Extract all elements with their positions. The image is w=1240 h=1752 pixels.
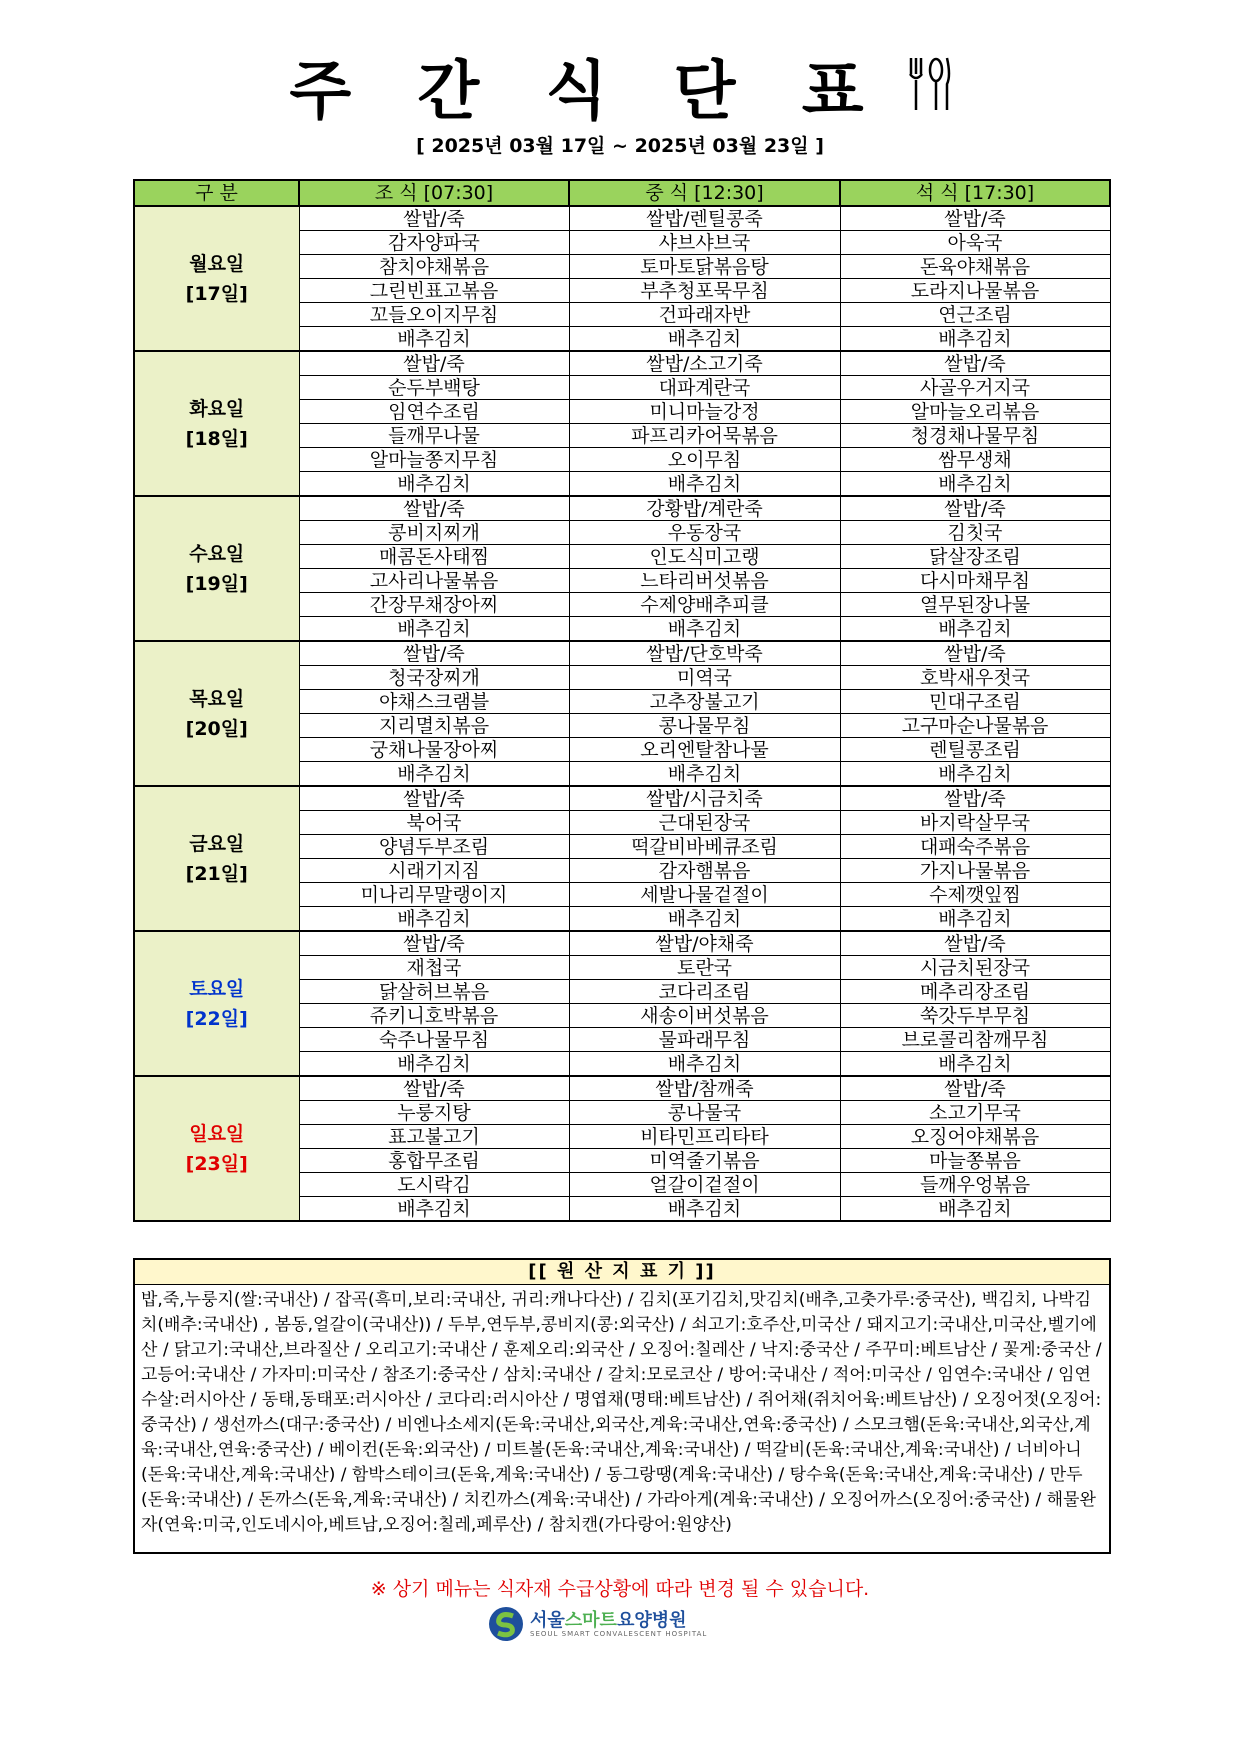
breakfast-item: 그린빈표고볶음 bbox=[299, 279, 569, 303]
date-range: [ 2025년 03월 17일 ~ 2025년 03월 23일 ] bbox=[416, 135, 824, 157]
dinner-item: 배추김치 bbox=[840, 617, 1110, 642]
lunch-item: 샤브샤브국 bbox=[569, 231, 840, 255]
dinner-item: 쌀밥/죽 bbox=[840, 931, 1110, 956]
day-date: [17일] bbox=[185, 282, 248, 305]
lunch-item: 비타민프리타타 bbox=[569, 1125, 840, 1149]
breakfast-item: 배추김치 bbox=[299, 907, 569, 932]
lunch-item: 미역국 bbox=[569, 666, 840, 690]
dinner-item: 바지락살무국 bbox=[840, 811, 1110, 835]
menu-body bbox=[134, 206, 1110, 1221]
lunch-item: 콩나물무침 bbox=[569, 714, 840, 738]
lunch-item: 토란국 bbox=[569, 956, 840, 980]
title-area bbox=[0, 40, 1240, 132]
breakfast-item: 알마늘쫑지무침 bbox=[299, 448, 569, 472]
dinner-item: 아욱국 bbox=[840, 231, 1110, 255]
dinner-item: 메추리장조림 bbox=[840, 980, 1110, 1004]
lunch-item: 쌀밥/단호박죽 bbox=[569, 641, 840, 666]
breakfast-item: 쥬키니호박볶음 bbox=[299, 1004, 569, 1028]
lunch-item: 배추김치 bbox=[569, 907, 840, 932]
menu-row bbox=[134, 931, 1110, 956]
lunch-item: 콩나물국 bbox=[569, 1101, 840, 1125]
dinner-item: 쌀밥/죽 bbox=[840, 496, 1110, 521]
dinner-item: 도라지나물볶음 bbox=[840, 279, 1110, 303]
menu-row bbox=[134, 351, 1110, 376]
breakfast-item: 북어국 bbox=[299, 811, 569, 835]
day-label bbox=[134, 1076, 299, 1221]
dinner-item: 쌈무생채 bbox=[840, 448, 1110, 472]
breakfast-item: 쌀밥/죽 bbox=[299, 641, 569, 666]
dinner-item: 마늘쫑볶음 bbox=[840, 1149, 1110, 1173]
breakfast-item: 감자양파국 bbox=[299, 231, 569, 255]
dinner-item: 사골우거지국 bbox=[840, 376, 1110, 400]
lunch-item: 대파계란국 bbox=[569, 376, 840, 400]
day-label bbox=[134, 496, 299, 641]
breakfast-item: 꼬들오이지무침 bbox=[299, 303, 569, 327]
lunch-item: 떡갈비바베큐조림 bbox=[569, 835, 840, 859]
dinner-item: 고구마순나물볶음 bbox=[840, 714, 1110, 738]
lunch-item: 감자햄볶음 bbox=[569, 859, 840, 883]
dinner-item: 오징어야채볶음 bbox=[840, 1125, 1110, 1149]
header-breakfast: 조 식 [07:30] bbox=[299, 180, 569, 206]
lunch-item: 미역줄기볶음 bbox=[569, 1149, 840, 1173]
day-name: 목요일 bbox=[189, 687, 245, 710]
lunch-item: 근대된장국 bbox=[569, 811, 840, 835]
dinner-item: 배추김치 bbox=[840, 1197, 1110, 1222]
lunch-item: 배추김치 bbox=[569, 327, 840, 352]
day-name: 수요일 bbox=[189, 542, 245, 565]
page-title: 주 간 식 단 표 bbox=[289, 55, 886, 129]
day-name: 일요일 bbox=[189, 1122, 245, 1145]
breakfast-item: 매콤돈사태찜 bbox=[299, 545, 569, 569]
menu-row bbox=[134, 496, 1110, 521]
lunch-item: 세발나물겉절이 bbox=[569, 883, 840, 907]
dinner-item: 연근조림 bbox=[840, 303, 1110, 327]
breakfast-item: 콩비지찌개 bbox=[299, 521, 569, 545]
dinner-item: 렌틸콩조림 bbox=[840, 738, 1110, 762]
breakfast-item: 쌀밥/죽 bbox=[299, 496, 569, 521]
day-name: 월요일 bbox=[189, 252, 245, 275]
breakfast-item: 미나리무말랭이지 bbox=[299, 883, 569, 907]
breakfast-item: 간장무채장아찌 bbox=[299, 593, 569, 617]
breakfast-item: 도시락김 bbox=[299, 1173, 569, 1197]
breakfast-item: 참치야채볶음 bbox=[299, 255, 569, 279]
header-row bbox=[134, 180, 1110, 206]
lunch-item: 건파래자반 bbox=[569, 303, 840, 327]
dinner-item: 배추김치 bbox=[840, 762, 1110, 787]
lunch-item: 우동장국 bbox=[569, 521, 840, 545]
day-date: [23일] bbox=[185, 1152, 248, 1175]
breakfast-item: 쌀밥/죽 bbox=[299, 786, 569, 811]
hospital-name: 서울스마트요양병원 bbox=[530, 1610, 687, 1631]
breakfast-item: 순두부백탕 bbox=[299, 376, 569, 400]
lunch-item: 새송이버섯볶음 bbox=[569, 1004, 840, 1028]
dinner-item: 닭살장조림 bbox=[840, 545, 1110, 569]
breakfast-item: 시래기지짐 bbox=[299, 859, 569, 883]
lunch-item: 파프리카어묵볶음 bbox=[569, 424, 840, 448]
breakfast-item: 쌀밥/죽 bbox=[299, 1076, 569, 1101]
notice-text: ※ 상기 메뉴는 식자재 수급상황에 따라 변경 될 수 있습니다. bbox=[370, 1578, 870, 1600]
origin-text: 밥,죽,누룽지(쌀:국내산) / 잡곡(흑미,보리:국내산, 귀리:캐나다산) / 김치(포기김치,맛김치(배추,고춧가루:중국산), 백김치, 나박김치(배추:국내산) , 봄동,얼갈이(국내산)) / 두부,연두부,콩비지(콩:외국산) / 쇠고기:호주산,미국산 / 돼지고기:국내산,미국산,벨기에산 / 닭고기:국내산,브라질산 / 오리고기:국내산 / 훈제오리:외국산 / 오징어:칠레산 / 낙지:중국산 / 주꾸미:베트남산 / 꽃게:중국산 / 고등어:국내산 / 가자미:미국산 / 참조기:중국산 / 삼치:국내산 / 갈치:모로코산 / 방어:국내산 / 적어:미국산 / 임연수:국내산 / 임연수살:러시아산 / 동태,동태포:러시아산 / 코다리:러시아산 / 명엽채(명태:베트남산) / 쥐어채(쥐치어육:베트남산) / 오징어젓(오징어:중국산) / 생선까스(대구:중국산) / 비엔나소세지(돈육:국내산,외국산,계육:국내산,연육:중국산) / 스모크햄(돈육:국내산,외국산,계육:국내산,연육:중국산) / 베이컨(돈육:외국산) / 미트볼(돈육:국내산,계육:국내산) / 떡갈비(돈육:국내산,계육:국내산) / 너비아니(돈육:국내산,계육:국내산) / 함박스테이크(돈육,계육:국내산) / 동그랑땡(계육:국내산) / 탕수육(돈육:국내산,계육:국내산) / 만두(돈육:국내산) / 돈까스(돈육,계육:국내산) / 치킨까스(계육:국내산) / 가라아게(계육:국내산) / 오징어까스(오징어:중국산) / 해물완자(연육:미국,인도네시아,베트남,오징어:칠레,페루산) / 참치캔(가다랑어:원양산) bbox=[133, 1284, 1111, 1554]
breakfast-item: 숙주나물무침 bbox=[299, 1028, 569, 1052]
day-date: [20일] bbox=[185, 717, 248, 740]
dinner-item: 수제깻잎찜 bbox=[840, 883, 1110, 907]
dinner-item: 다시마채무침 bbox=[840, 569, 1110, 593]
header-dinner: 석 식 [17:30] bbox=[840, 180, 1110, 206]
utensils-icon bbox=[905, 56, 951, 116]
breakfast-item: 야채스크램블 bbox=[299, 690, 569, 714]
breakfast-item: 배추김치 bbox=[299, 1052, 569, 1077]
day-date: [19일] bbox=[185, 572, 248, 595]
breakfast-item: 닭살허브볶음 bbox=[299, 980, 569, 1004]
lunch-item: 쌀밥/참깨죽 bbox=[569, 1076, 840, 1101]
lunch-item: 오이무침 bbox=[569, 448, 840, 472]
dinner-item: 배추김치 bbox=[840, 472, 1110, 497]
lunch-item: 느타리버섯볶음 bbox=[569, 569, 840, 593]
breakfast-item: 홍합무조림 bbox=[299, 1149, 569, 1173]
hospital-logo bbox=[488, 1604, 748, 1644]
dinner-item: 가지나물볶음 bbox=[840, 859, 1110, 883]
lunch-item: 강황밥/계란죽 bbox=[569, 496, 840, 521]
breakfast-item: 표고불고기 bbox=[299, 1125, 569, 1149]
dinner-item: 쑥갓두부무침 bbox=[840, 1004, 1110, 1028]
dinner-item: 쌀밥/죽 bbox=[840, 641, 1110, 666]
lunch-item: 토마토닭볶음탕 bbox=[569, 255, 840, 279]
dinner-item: 배추김치 bbox=[840, 327, 1110, 352]
breakfast-item: 배추김치 bbox=[299, 617, 569, 642]
hospital-sub: SEOUL SMART CONVALESCENT HOSPITAL bbox=[530, 1630, 708, 1638]
day-name: 토요일 bbox=[189, 977, 245, 1000]
dinner-item: 들깨우엉볶음 bbox=[840, 1173, 1110, 1197]
dinner-item: 시금치된장국 bbox=[840, 956, 1110, 980]
lunch-item: 얼갈이겉절이 bbox=[569, 1173, 840, 1197]
lunch-item: 배추김치 bbox=[569, 762, 840, 787]
menu-row bbox=[134, 1076, 1110, 1101]
lunch-item: 수제양배추피클 bbox=[569, 593, 840, 617]
lunch-item: 고추장불고기 bbox=[569, 690, 840, 714]
lunch-item: 물파래무침 bbox=[569, 1028, 840, 1052]
breakfast-item: 임연수조림 bbox=[299, 400, 569, 424]
lunch-item: 배추김치 bbox=[569, 1052, 840, 1077]
breakfast-item: 궁채나물장아찌 bbox=[299, 738, 569, 762]
lunch-item: 쌀밥/시금치죽 bbox=[569, 786, 840, 811]
dinner-item: 소고기무국 bbox=[840, 1101, 1110, 1125]
dinner-item: 호박새우젓국 bbox=[840, 666, 1110, 690]
lunch-item: 부추청포묵무침 bbox=[569, 279, 840, 303]
day-date: [22일] bbox=[185, 1007, 248, 1030]
day-label bbox=[134, 786, 299, 931]
dinner-item: 배추김치 bbox=[840, 1052, 1110, 1077]
breakfast-item: 지리멸치볶음 bbox=[299, 714, 569, 738]
lunch-item: 미니마늘강정 bbox=[569, 400, 840, 424]
dinner-item: 브로콜리참깨무침 bbox=[840, 1028, 1110, 1052]
lunch-item: 코다리조림 bbox=[569, 980, 840, 1004]
day-date: [18일] bbox=[185, 427, 248, 450]
dinner-item: 열무된장나물 bbox=[840, 593, 1110, 617]
lunch-item: 쌀밥/소고기죽 bbox=[569, 351, 840, 376]
breakfast-item: 고사리나물볶음 bbox=[299, 569, 569, 593]
day-label bbox=[134, 641, 299, 786]
lunch-item: 인도식미고랭 bbox=[569, 545, 840, 569]
day-date: [21일] bbox=[185, 862, 248, 885]
dinner-item: 쌀밥/죽 bbox=[840, 1076, 1110, 1101]
menu-row bbox=[134, 641, 1110, 666]
dinner-item: 민대구조림 bbox=[840, 690, 1110, 714]
day-label bbox=[134, 931, 299, 1076]
header-lunch: 중 식 [12:30] bbox=[569, 180, 840, 206]
dinner-item: 알마늘오리볶음 bbox=[840, 400, 1110, 424]
breakfast-item: 배추김치 bbox=[299, 472, 569, 497]
dinner-item: 돈육야채볶음 bbox=[840, 255, 1110, 279]
dinner-item: 청경채나물무침 bbox=[840, 424, 1110, 448]
lunch-item: 쌀밥/야채죽 bbox=[569, 931, 840, 956]
dinner-item: 쌀밥/죽 bbox=[840, 206, 1110, 231]
lunch-item: 배추김치 bbox=[569, 472, 840, 497]
header-category: 구 분 bbox=[134, 180, 299, 206]
menu-row bbox=[134, 786, 1110, 811]
day-label bbox=[134, 351, 299, 496]
day-label bbox=[134, 206, 299, 351]
breakfast-item: 누룽지탕 bbox=[299, 1101, 569, 1125]
day-name: 화요일 bbox=[189, 397, 245, 420]
breakfast-item: 쌀밥/죽 bbox=[299, 931, 569, 956]
dinner-item: 쌀밥/죽 bbox=[840, 351, 1110, 376]
lunch-item: 배추김치 bbox=[569, 1197, 840, 1222]
breakfast-item: 쌀밥/죽 bbox=[299, 206, 569, 231]
hospital-logo-icon bbox=[488, 1606, 524, 1642]
breakfast-item: 청국장찌개 bbox=[299, 666, 569, 690]
dinner-item: 대패숙주볶음 bbox=[840, 835, 1110, 859]
origin-title: [[ 원 산 지 표 기 ]] bbox=[133, 1258, 1111, 1285]
breakfast-item: 배추김치 bbox=[299, 1197, 569, 1222]
breakfast-item: 쌀밥/죽 bbox=[299, 351, 569, 376]
menu-table bbox=[133, 179, 1111, 1222]
day-name: 금요일 bbox=[189, 832, 245, 855]
breakfast-item: 배추김치 bbox=[299, 327, 569, 352]
breakfast-item: 재첩국 bbox=[299, 956, 569, 980]
breakfast-item: 양념두부조림 bbox=[299, 835, 569, 859]
lunch-item: 오리엔탈참나물 bbox=[569, 738, 840, 762]
lunch-item: 배추김치 bbox=[569, 617, 840, 642]
dinner-item: 배추김치 bbox=[840, 907, 1110, 932]
dinner-item: 쌀밥/죽 bbox=[840, 786, 1110, 811]
menu-row bbox=[134, 206, 1110, 231]
dinner-item: 김칫국 bbox=[840, 521, 1110, 545]
lunch-item: 쌀밥/렌틸콩죽 bbox=[569, 206, 840, 231]
breakfast-item: 배추김치 bbox=[299, 762, 569, 787]
breakfast-item: 들깨무나물 bbox=[299, 424, 569, 448]
